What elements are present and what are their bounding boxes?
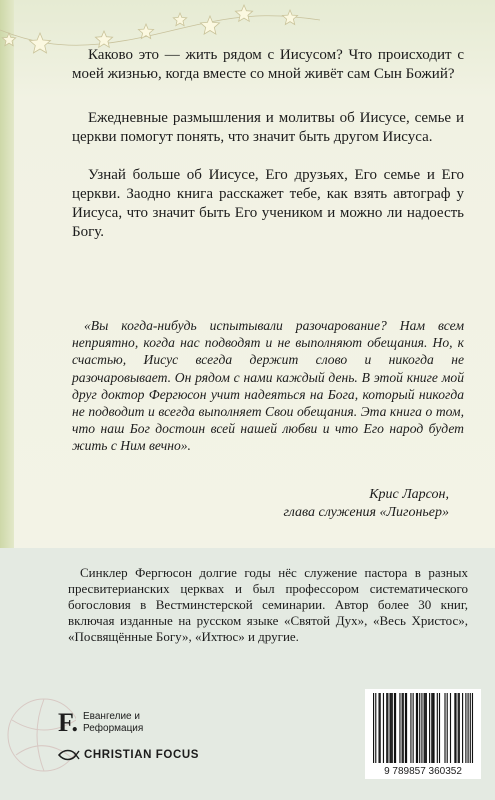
barcode-bar xyxy=(406,693,407,763)
endorsement-quote: «Вы когда-нибудь испытывали разочарование? Нам всем неприятно, когда нас подводят и не выполняют обещания. Но, к счастью, Иисус всегда держит слово и никогда не разочаровывает. Он рядом с нами каждый день. В этой книге мой друг доктор Фергюсон учит надеяться на Бога, который никогда не подводит и всегда выполняет Свои обещания. Эта книга о том, что наш Бог достоин всей нашей любви и что Его народ будет жить с Ним вечно». xyxy=(72,318,464,454)
star-icon xyxy=(95,31,112,47)
barcode-bar xyxy=(472,693,473,763)
barcode-bar xyxy=(431,693,432,763)
barcode-bar xyxy=(437,693,438,763)
description-paragraph-1: Каково это — жить рядом с Иисусом? Что происходит с моей жизнью, когда вместе со мной живёт сам Сын Божий? xyxy=(72,47,464,82)
barcode-bar xyxy=(424,693,425,763)
author-bio: Синклер Фергюсон долгие годы нёс служение пастора в разных пресвитерианских церквах и был профессором систематического богословия в Вестминстерской семинарии. Автор более 30 книг, включая изданные на русском языке «Святой Дух», «Весь Христос», «Посвящённые Богу», «Ихтюс» и другие. xyxy=(68,565,468,644)
barcode-bar xyxy=(458,693,459,763)
star-icon xyxy=(282,10,297,25)
star-icon xyxy=(235,5,252,21)
publisher-name-line-1: Евангелие и xyxy=(83,711,140,722)
publisher-name xyxy=(83,711,173,735)
barcode-bar xyxy=(459,693,460,763)
barcode-bar xyxy=(389,693,390,763)
barcode-bar xyxy=(470,693,471,763)
endorsement-author: Крис Ларсон, xyxy=(369,487,449,502)
barcode-bar xyxy=(387,693,388,763)
barcode-bar xyxy=(433,693,434,763)
barcode-bar xyxy=(416,693,417,763)
description-paragraph-2: Ежедневные размышления и молитвы об Иисусе, семье и церкви помогут понять, что значит быть другом Иисуса. xyxy=(72,110,464,145)
barcode xyxy=(365,689,481,765)
imprint-name: CHRISTIAN FOCUS xyxy=(84,749,200,761)
barcode-bar xyxy=(413,693,414,763)
barcode-bar xyxy=(426,693,427,763)
star-icon xyxy=(30,33,51,53)
barcode-bar xyxy=(454,693,455,763)
barcode-bars xyxy=(365,689,481,765)
barcode-bar xyxy=(419,693,420,763)
barcode-bar xyxy=(373,693,374,763)
barcode-bar xyxy=(439,693,440,763)
spine-edge xyxy=(0,0,14,548)
barcode-bar xyxy=(395,693,396,763)
barcode-bar xyxy=(425,693,426,763)
barcode-bar xyxy=(450,693,451,763)
publisher-name-line-2: Реформация xyxy=(83,723,144,734)
barcode-bar xyxy=(421,693,422,763)
barcode-bar xyxy=(447,693,448,763)
barcode-bar xyxy=(429,693,430,763)
description-paragraph-3: Узнай больше об Иисусе, Его друзьях, Его семье и Его церкви. Заодно книга расскажет тебе, как взять автограф у Иисуса, что значит быть Его учеником и можно ли надоесть Богу. xyxy=(72,167,464,240)
barcode-bar xyxy=(392,693,393,763)
barcode-bar xyxy=(399,693,400,763)
barcode-bar xyxy=(380,693,381,763)
barcode-bar xyxy=(444,693,445,763)
isbn-number: 9 789857 360352 xyxy=(365,765,481,779)
star-icon xyxy=(201,16,220,34)
barcode-bar xyxy=(378,693,379,763)
barcode-bar xyxy=(465,693,466,763)
barcode-bar xyxy=(410,693,411,763)
barcode-bar xyxy=(417,693,418,763)
barcode-bar xyxy=(468,693,469,763)
barcode-bar xyxy=(375,693,376,763)
barcode-bar xyxy=(403,693,404,763)
barcode-bar xyxy=(402,693,403,763)
barcode-bar xyxy=(394,693,395,763)
barcode-bar xyxy=(386,693,387,763)
barcode-bar xyxy=(455,693,456,763)
fish-icon xyxy=(58,749,80,761)
barcode-bar xyxy=(383,693,384,763)
christian-focus-logo xyxy=(58,749,199,761)
barcode-bar xyxy=(432,693,433,763)
barcode-bar xyxy=(405,693,406,763)
circle-decoration xyxy=(6,680,76,800)
publisher-letter: F. xyxy=(58,708,78,737)
endorsement-role: глава служения «Лигоньер» xyxy=(283,505,449,520)
barcode-bar xyxy=(462,693,463,763)
barcode-bar xyxy=(391,693,392,763)
star-icon xyxy=(173,13,186,26)
